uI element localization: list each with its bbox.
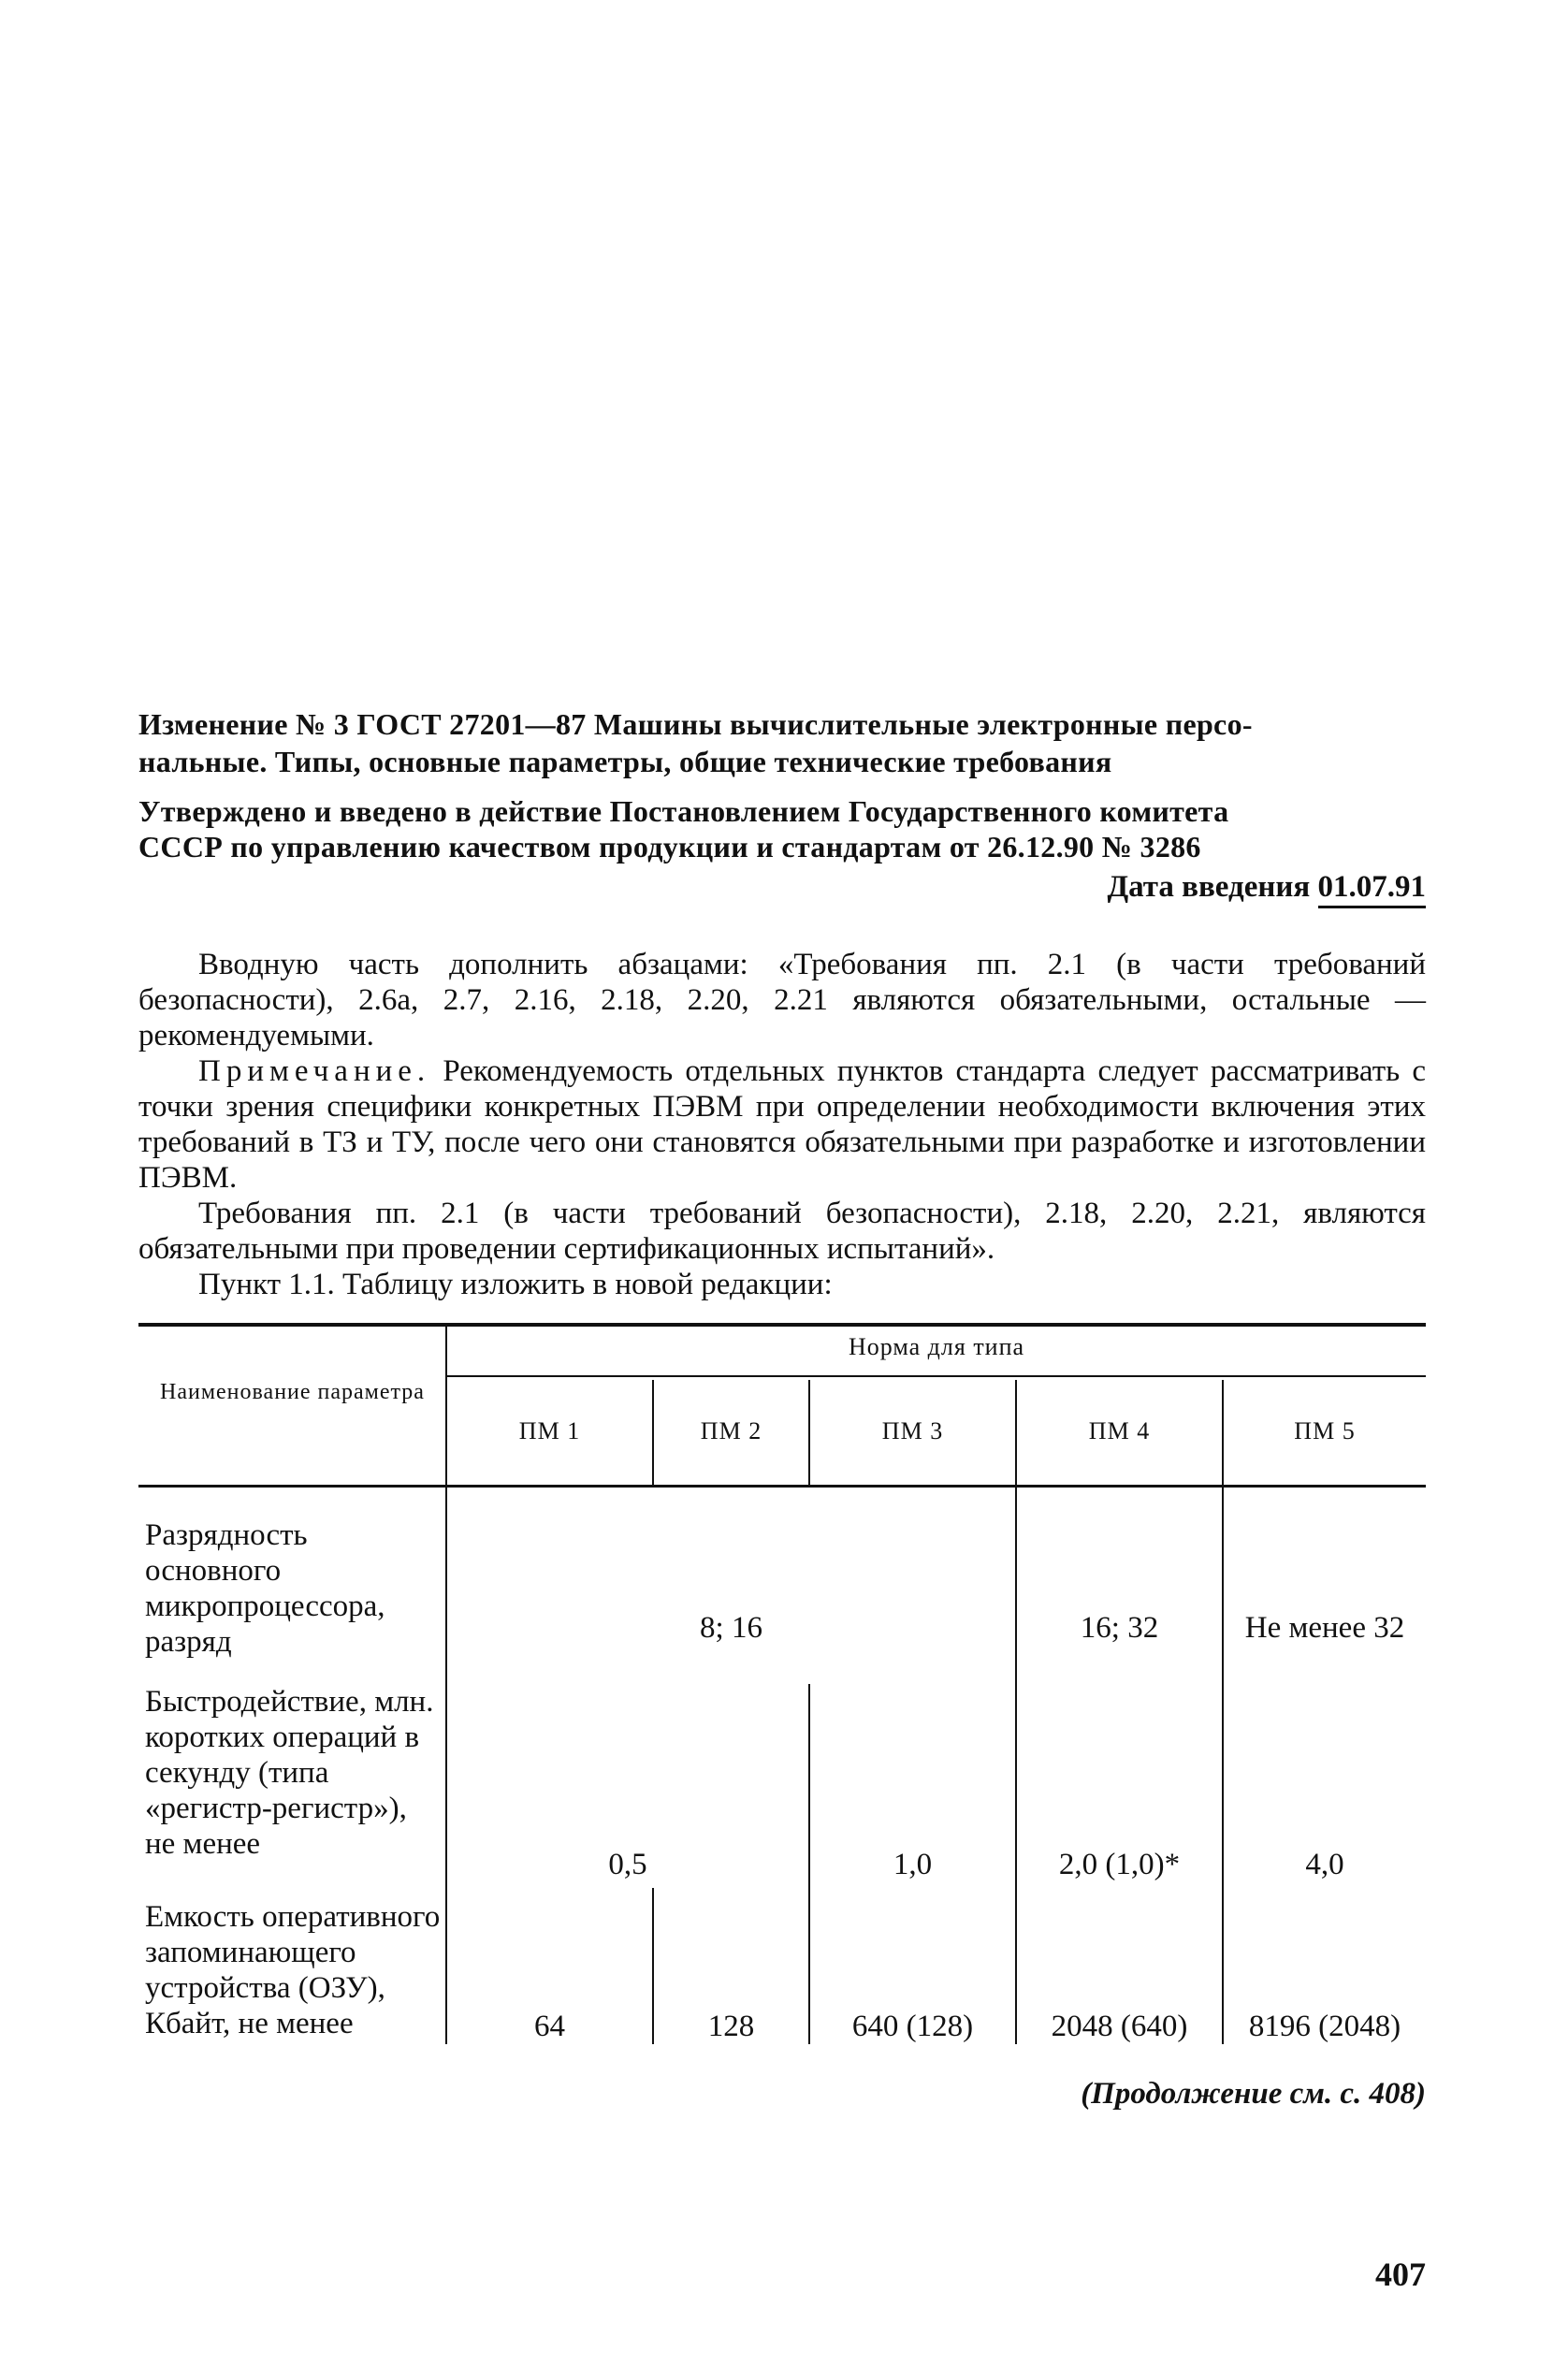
param-column-header: Наименование параметра	[160, 1380, 425, 1404]
date-label: Дата введения	[1107, 870, 1311, 904]
continuation-note: (Продолжение см. с. 408)	[1081, 2077, 1426, 2111]
date-value: 01.07.91	[1318, 870, 1427, 908]
value-ram-pm4: 2048 (640)	[1051, 2010, 1188, 2043]
page-number: 407	[1375, 2256, 1426, 2293]
value-performance-pm1-pm2: 0,5	[608, 1848, 647, 1881]
table-header-bottom-rule	[138, 1485, 1426, 1488]
table-body-vline-param	[445, 1488, 447, 2044]
table-top-rule	[138, 1323, 1426, 1327]
value-performance-pm5: 4,0	[1305, 1848, 1344, 1881]
approval-line-2: СССР по управлению качеством продукции и стандартам от 26.12.90 № 3286	[138, 830, 1201, 864]
value-ram-pm1: 64	[534, 2010, 565, 2043]
row-label-ram-capacity: Емкость оперативного запоминающего устройства (ОЗУ), Кбайт, не менее	[145, 1900, 441, 2040]
type-header-pm4: ПМ 4	[1088, 1417, 1151, 1444]
change-title-line-2: нальные. Типы, основные параметры, общие технические требования	[138, 745, 1112, 778]
paragraph-intro: Вводную часть дополнить абзацами: «Требования пп. 2.1 (в части требований безопасности), 2.6а, 2.7, 2.16, 2.18, 2.20, 2.21 являются обязательными, остальные — рекомендуемыми.	[138, 948, 1426, 1052]
note-label: Примечание.	[198, 1054, 431, 1088]
value-ram-pm2: 128	[707, 2010, 755, 2043]
value-ram-pm3: 640 (128)	[851, 2010, 974, 2043]
value-performance-pm3: 1,0	[893, 1848, 933, 1881]
value-performance-pm4: 2,0 (1,0)*	[1058, 1848, 1181, 1881]
paragraph-note	[138, 1053, 1426, 1196]
row-label-performance: Быстродействие, млн. коротких операций в секунду (типа «регистр-регистр»), не менее	[145, 1685, 434, 1861]
approval-line-1: Утверждено и введено в действие Постановлением Государственного комитета	[138, 794, 1229, 828]
table-body-vline-pm4-pm5	[1222, 1488, 1224, 2044]
table-norm-divider	[447, 1375, 1426, 1377]
value-bit-depth-pm5: Не менее 32	[1244, 1611, 1405, 1645]
paragraph-requirements: Требования пп. 2.1 (в части требований безопасности), 2.18, 2.20, 2.21, являются обязательными при проведении сертификационных испытаний».	[138, 1197, 1426, 1266]
value-ram-pm5: 8196 (2048)	[1248, 2010, 1401, 2043]
table-body-vline-pm3-pm4	[1015, 1488, 1017, 2044]
paragraph-clause: Пункт 1.1. Таблицу изложить в новой редакции:	[198, 1268, 833, 1301]
value-bit-depth-pm4: 16; 32	[1080, 1611, 1159, 1645]
row-label-bit-depth: Разрядность основного микропроцессора, разряд	[145, 1518, 385, 1659]
introduction-date	[1107, 870, 1426, 905]
type-header-pm3: ПМ 3	[881, 1417, 944, 1444]
change-title-line-1: Изменение № 3 ГОСТ 27201—87 Машины вычислительные электронные персо-	[138, 707, 1253, 741]
norm-column-header: Норма для типа	[848, 1333, 1025, 1360]
type-header-pm2: ПМ 2	[700, 1417, 762, 1444]
value-bit-depth-pm1-pm3: 8; 16	[700, 1611, 762, 1645]
note-text: Рекомендуемость отдельных пунктов стандарта следует рассматривать с точки зрения специфики конкретных ПЭВМ при определении необходимости включения этих требований в ТЗ и ТУ, после чего они становятся обязательными при разработке и изготовлении ПЭВМ.	[138, 1054, 1426, 1195]
type-header-pm5: ПМ 5	[1294, 1417, 1356, 1444]
type-header-pm1: ПМ 1	[518, 1417, 581, 1444]
